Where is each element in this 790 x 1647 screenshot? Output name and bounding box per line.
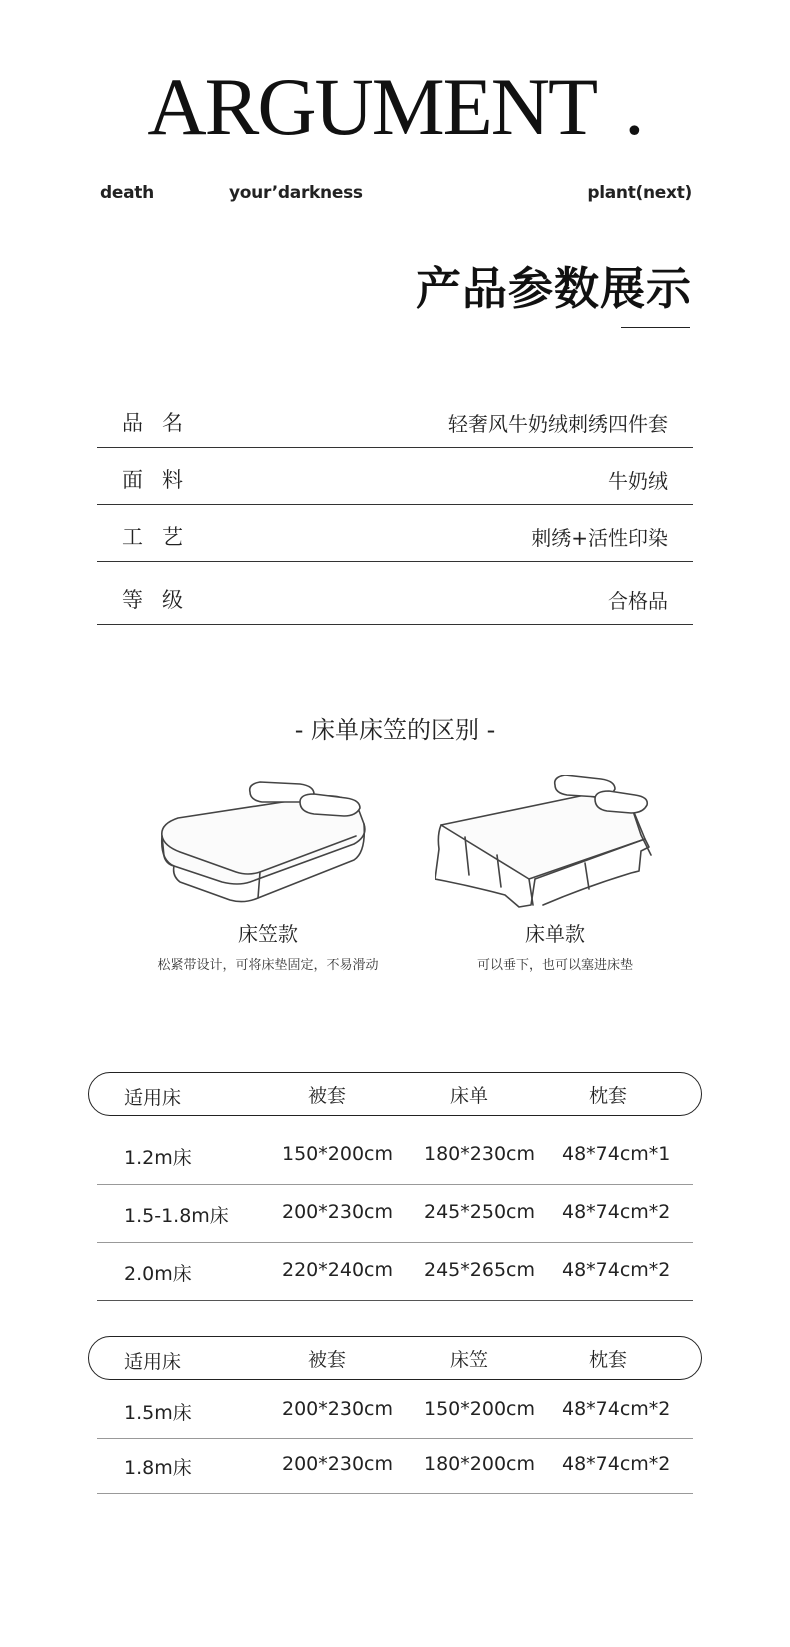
param-row-grade [97, 562, 693, 625]
table-cell: 200*230cm [282, 1201, 393, 1223]
table-cell: 150*200cm [282, 1143, 393, 1165]
row-divider [97, 1493, 693, 1494]
table-cell: 220*240cm [282, 1259, 393, 1281]
table-cell: 180*200cm [424, 1453, 535, 1475]
param-label: 工艺 [122, 525, 202, 549]
flat-sheet-bed-icon [435, 775, 675, 915]
table1-header-pillowcase: 枕套 [589, 1085, 628, 1107]
table-cell: 2.0m床 [124, 1263, 192, 1285]
param-label: 品名 [122, 411, 202, 435]
param-row-craft [97, 505, 693, 562]
table-cell: 48*74cm*2 [562, 1398, 671, 1420]
tagline-death: death [100, 183, 154, 203]
param-value: 轻奢风牛奶绒刺绣四件套 [448, 412, 668, 436]
tagline-your-darkness: your’darkness [229, 183, 363, 203]
table-cell: 200*230cm [282, 1398, 393, 1420]
table-cell: 200*230cm [282, 1453, 393, 1475]
table1-header-duvet: 被套 [308, 1085, 347, 1107]
fitted-sheet-name: 床笠款 [238, 922, 298, 946]
brand-logo [0, 61, 790, 152]
fitted-sheet-desc: 松紧带设计，可将床垫固定，不易滑动 [157, 958, 379, 973]
table-cell: 1.2m床 [124, 1147, 192, 1169]
table-cell: 245*250cm [424, 1201, 535, 1223]
flat-sheet-name: 床单款 [525, 922, 585, 946]
tagline-plant-next: plant(next) [587, 183, 692, 203]
table-cell: 1.5m床 [124, 1402, 192, 1424]
row-divider [97, 1438, 693, 1439]
row-divider [97, 1184, 693, 1185]
brand-name: ARGUMENT [147, 61, 597, 152]
table-cell: 48*74cm*2 [562, 1453, 671, 1475]
table2-header-fitted-sheet: 床笠 [450, 1349, 489, 1371]
table1-header-sheet: 床单 [450, 1085, 489, 1107]
table-cell: 150*200cm [424, 1398, 535, 1420]
title-underline [621, 327, 690, 328]
param-value: 牛奶绒 [608, 469, 668, 493]
table2-header-pillowcase: 枕套 [589, 1349, 628, 1371]
param-value: 合格品 [608, 589, 668, 613]
table-cell: 48*74cm*2 [562, 1259, 671, 1281]
table-cell: 245*265cm [424, 1259, 535, 1281]
table2-header-bed: 适用床 [124, 1351, 182, 1373]
table-cell: 180*230cm [424, 1143, 535, 1165]
param-label: 等级 [122, 588, 202, 612]
table-cell: 48*74cm*1 [562, 1143, 671, 1165]
param-row-name [97, 391, 693, 448]
table-cell: 1.5-1.8m床 [124, 1205, 229, 1227]
table2-header-duvet: 被套 [308, 1349, 347, 1371]
param-label: 面料 [122, 468, 202, 492]
row-divider [97, 1300, 693, 1301]
fitted-sheet-bed-icon [150, 780, 385, 910]
difference-title: - 床单床笠的区别 - [294, 716, 496, 744]
brand-dot: . [624, 61, 643, 152]
row-divider [97, 1242, 693, 1243]
table-cell: 1.8m床 [124, 1457, 192, 1479]
table1-header-bed: 适用床 [124, 1087, 182, 1109]
param-row-material [97, 448, 693, 505]
param-value: 刺绣+活性印染 [531, 526, 668, 550]
flat-sheet-desc: 可以垂下，也可以塞进床垫 [476, 958, 633, 973]
section-title: 产品参数展示 [415, 262, 692, 315]
table-cell: 48*74cm*2 [562, 1201, 671, 1223]
